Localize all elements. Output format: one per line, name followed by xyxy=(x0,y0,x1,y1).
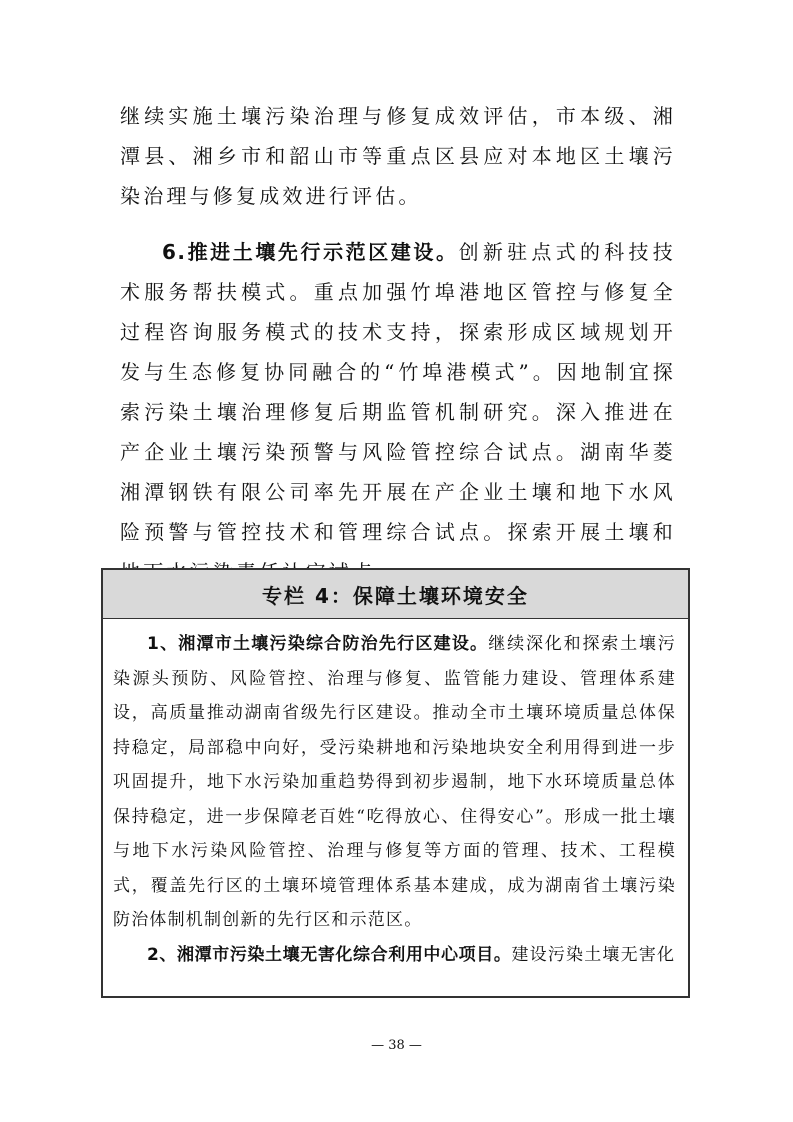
section-heading: 6.推进土壤先行示范区建设。 xyxy=(162,240,459,264)
column-item-2-heading: 2、湘潭市污染土壤无害化综合利用中心项目。 xyxy=(147,944,512,965)
column-box xyxy=(101,568,690,998)
column-item-2 xyxy=(113,938,676,973)
body-paragraph-1: 继续实施土壤污染治理与修复成效评估，市本级、湘潭县、湘乡市和韶山市等重点区县应对本地区土壤污染治理与修复成效进行评估。 xyxy=(120,104,676,208)
column-box-title: 专栏 4：保障土壤环境安全 xyxy=(103,570,688,619)
section-text: 创新驻点式的科技技术服务帮扶模式。重点加强竹埠港地区管控与修复全过程咨询服务模式的技术支持，探索形成区域规划开发与生态修复协同融合的“竹埠港模式”。因地制宜探索污染土壤治理修复后期监管机制研究。深入推进在产企业土壤污染预警与风险管控综合试点。湖南华菱湘潭钢铁有限公司率先开展在产企业土壤和地下水风险预警与管控技术和管理综合试点。探索开展土壤和 xyxy=(120,240,676,544)
column-item-1 xyxy=(113,627,676,938)
body-paragraph-2 xyxy=(120,232,676,592)
column-item-1-text: 继续深化和探索土壤污染源头预防、风险管控、治理与修复、监管能力建设、管理体系建设，高质量推动湖南省级先行区建设。推动全市土壤环境质量总体保持稳定，局部稳中向好，受污染耕地和污染地块安全利用得到进一步巩固提升，地下水污染加重趋势得到初步遏制，地下水环境质量总体保持稳定，进一步保障老百姓“吃得放心、住得安心”。形成一批土壤与地下水污染风险管控、治理与修复等方面的管理、技术、工程模式，覆盖先行区的土壤环境管理体系基本建成，成为湖南省土壤污染防治体制机制创新的先行区和示范区。 xyxy=(113,634,677,930)
column-item-1-heading: 1、湘潭市土壤污染综合防治先行区建设。 xyxy=(147,634,489,654)
page-number: — 38 — xyxy=(371,1038,422,1053)
column-box-body xyxy=(103,619,688,972)
column-item-2-text: 建设污染土壤无害化 xyxy=(511,944,676,965)
